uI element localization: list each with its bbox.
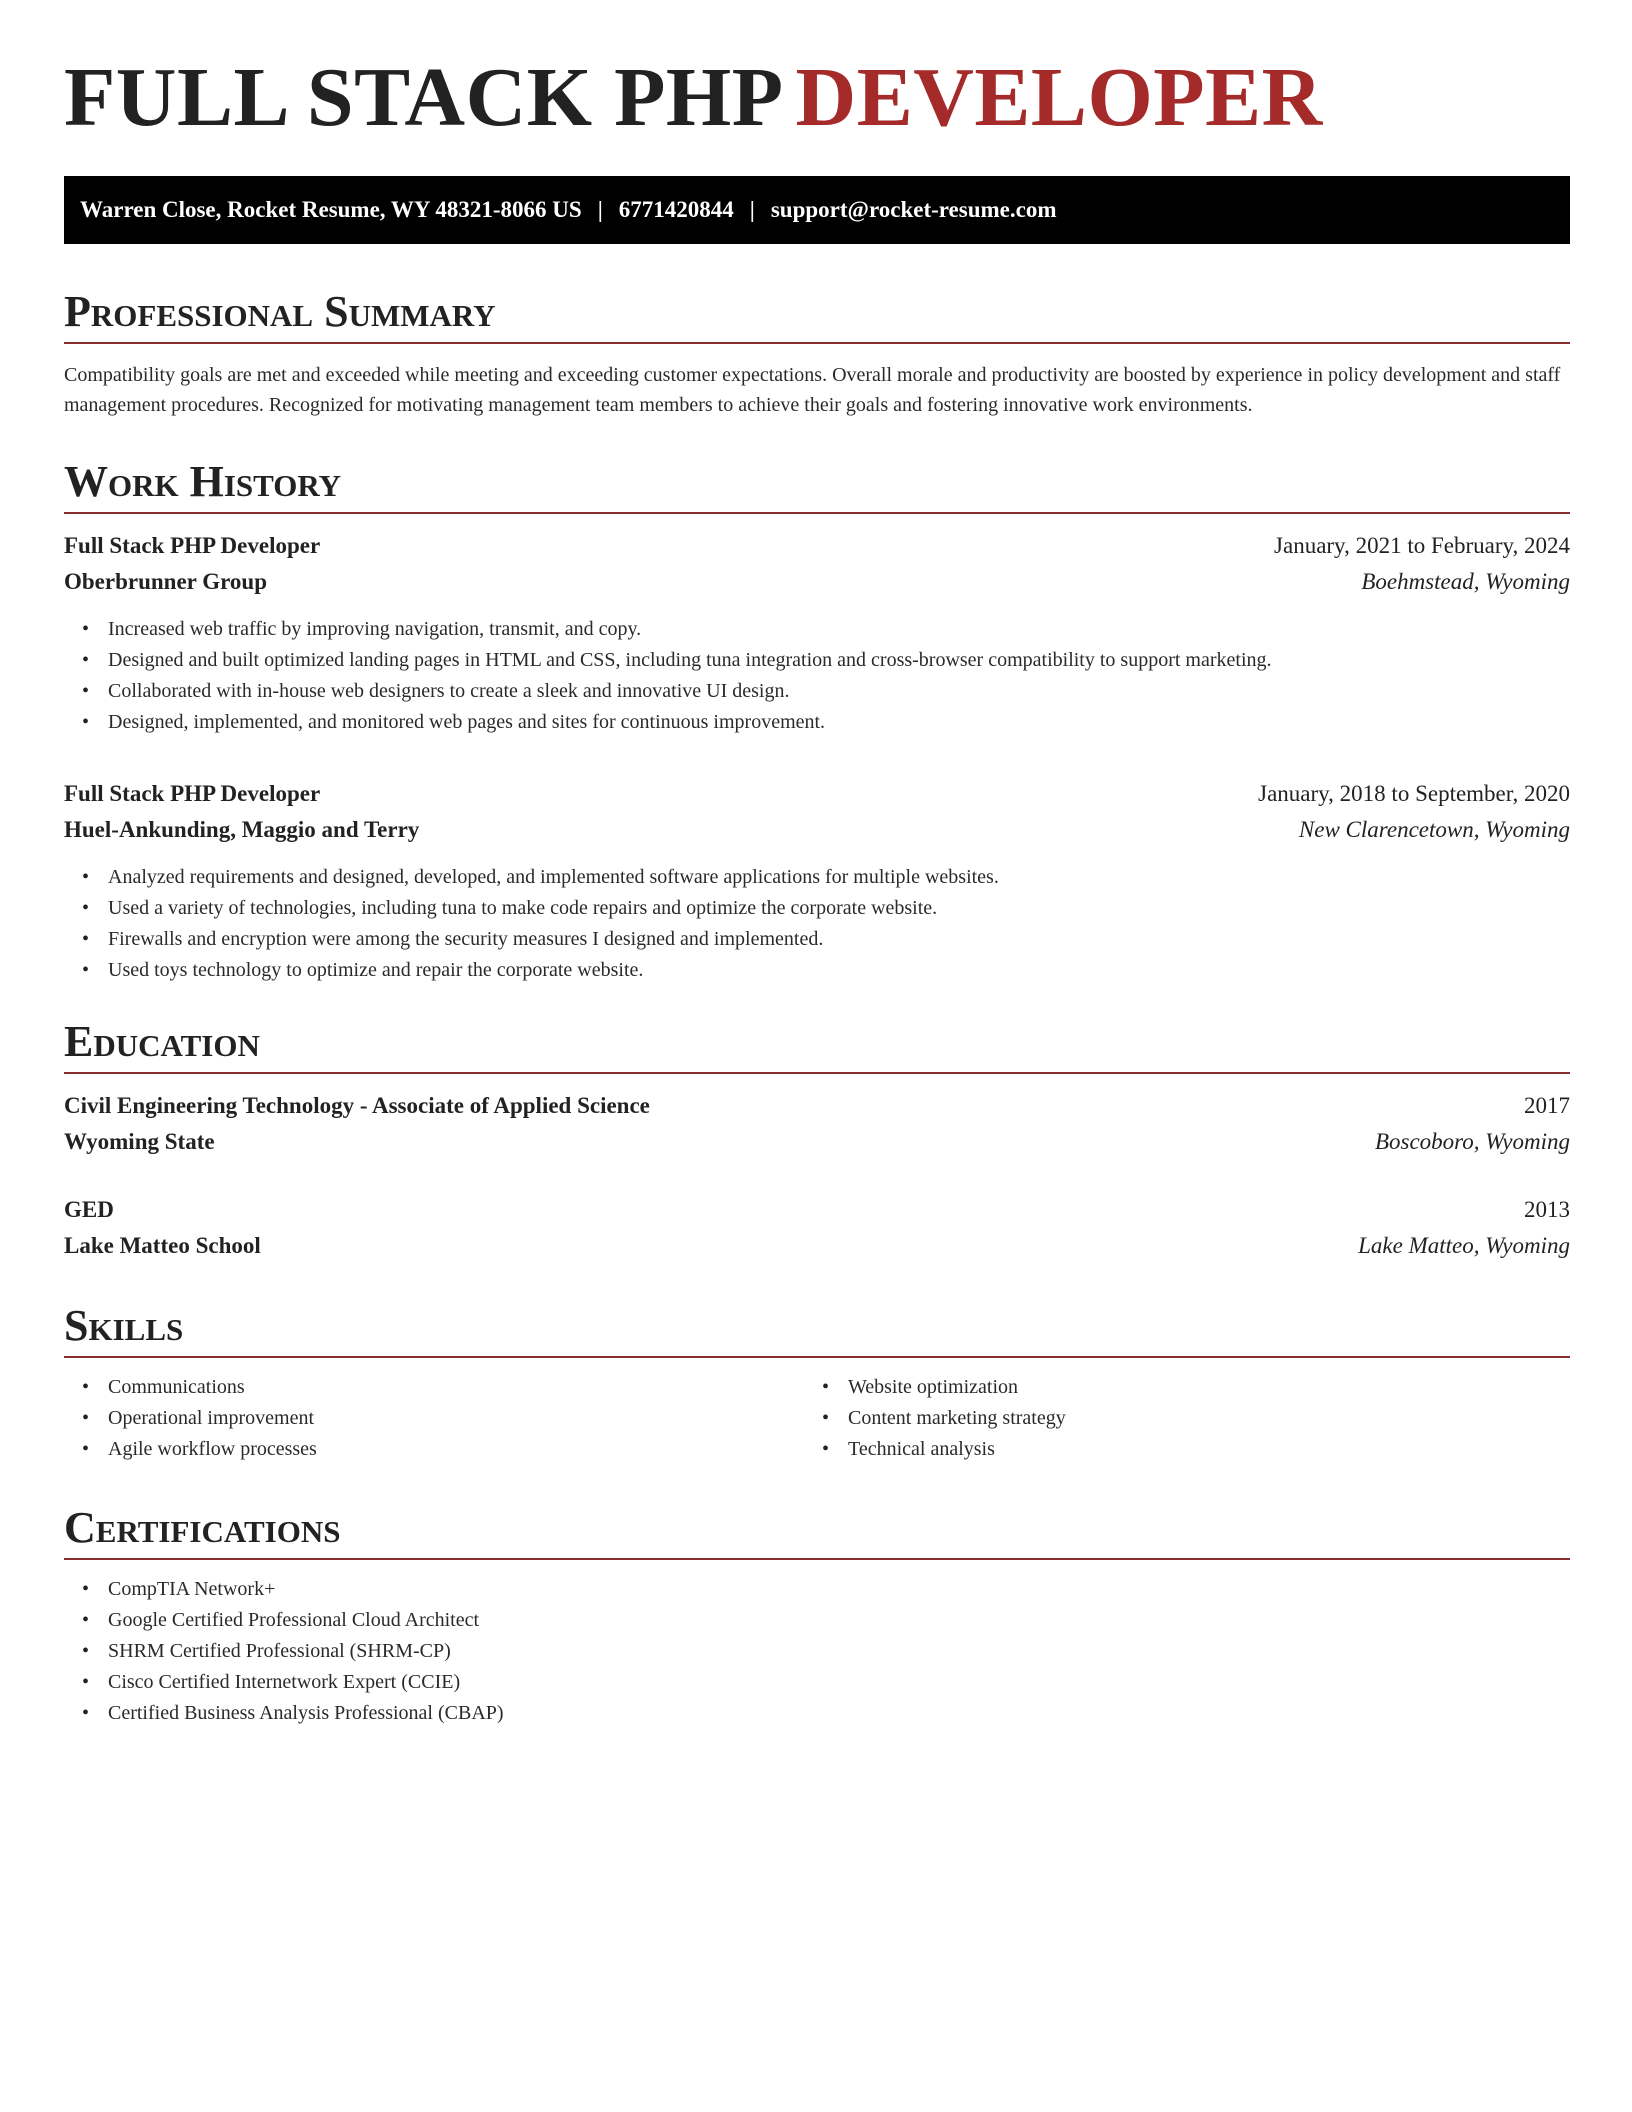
contact-bar bbox=[64, 176, 1570, 244]
job-bullets bbox=[64, 614, 1570, 738]
list-item: • Firewalls and encryption were among the security measures I designed and implemented. bbox=[64, 924, 1570, 955]
list-item: • Cisco Certified Internetwork Expert (CCIE) bbox=[64, 1667, 1570, 1698]
list-item: • Technical analysis bbox=[804, 1434, 1544, 1465]
title-part-2: DEVELOPER bbox=[795, 51, 1323, 144]
job-entry bbox=[64, 776, 1570, 986]
list-item: • Google Certified Professional Cloud Architect bbox=[64, 1605, 1570, 1636]
list-item: • Used a variety of technologies, including tuna to make code repairs and optimize the corporate website. bbox=[64, 893, 1570, 924]
section-heading: Professional Summary bbox=[64, 287, 496, 336]
skills-section bbox=[64, 1300, 1570, 1465]
list-item: • Designed, implemented, and monitored web pages and sites for continuous improvement. bbox=[64, 707, 1570, 738]
job-title: Full Stack PHP Developer bbox=[64, 533, 321, 558]
list-item: • Agile workflow processes bbox=[64, 1434, 804, 1465]
list-item: • Designed and built optimized landing pages in HTML and CSS, including tuna integration and cross-browser compatibility to support marketing. bbox=[64, 645, 1570, 676]
list-item: • Increased web traffic by improving navigation, transmit, and copy. bbox=[64, 614, 1570, 645]
contact-email: support@rocket-resume.com bbox=[770, 197, 1057, 222]
section-divider bbox=[64, 1072, 1570, 1074]
summary-text: Compatibility goals are met and exceeded while meeting and exceeding customer expectations. Overall morale and productivity are boosted by experience in policy development and staff management procedures. Recognized for motivating management team members to achieve their goals and fostering innovative work environments. bbox=[64, 364, 1561, 416]
degree: GED bbox=[64, 1197, 114, 1222]
certifications-section bbox=[64, 1502, 1570, 1729]
job-entry bbox=[64, 528, 1570, 738]
contact-address: Warren Close, Rocket Resume, WY 48321-8066 US bbox=[80, 197, 582, 222]
skills-column-left bbox=[64, 1372, 804, 1465]
section-heading: Certifications bbox=[64, 1503, 341, 1552]
section-divider bbox=[64, 1558, 1570, 1560]
list-item: • SHRM Certified Professional (SHRM-CP) bbox=[64, 1636, 1570, 1667]
contact-phone: 6771420844 bbox=[618, 197, 734, 222]
list-item: • Collaborated with in-house web designers to create a sleek and innovative UI design. bbox=[64, 676, 1570, 707]
contact-separator: | bbox=[597, 197, 603, 222]
school-location: Boscoboro, Wyoming bbox=[1374, 1129, 1570, 1154]
list-item: • Communications bbox=[64, 1372, 804, 1403]
graduation-year: 2013 bbox=[1524, 1197, 1570, 1222]
title-part-1: FULL STACK PHP bbox=[64, 51, 784, 144]
resume-title bbox=[64, 51, 1323, 144]
list-item: • Operational improvement bbox=[64, 1403, 804, 1434]
graduation-year: 2017 bbox=[1524, 1093, 1570, 1118]
list-item: • Certified Business Analysis Professional (CBAP) bbox=[64, 1698, 1570, 1729]
job-dates: January, 2021 to February, 2024 bbox=[1274, 533, 1570, 558]
education-entry bbox=[64, 1192, 1570, 1264]
section-heading: Education bbox=[64, 1017, 260, 1066]
education-entry bbox=[64, 1088, 1570, 1160]
section-divider bbox=[64, 342, 1570, 344]
skills-column-right bbox=[804, 1372, 1544, 1465]
skills-grid bbox=[64, 1372, 1570, 1465]
list-item: • Used toys technology to optimize and repair the corporate website. bbox=[64, 955, 1570, 986]
job-dates: January, 2018 to September, 2020 bbox=[1258, 781, 1570, 806]
certifications-list bbox=[64, 1574, 1570, 1729]
school-name: Wyoming State bbox=[64, 1129, 215, 1154]
section-divider bbox=[64, 512, 1570, 514]
job-company: Huel-Ankunding, Maggio and Terry bbox=[64, 817, 420, 842]
list-item: • Content marketing strategy bbox=[804, 1403, 1544, 1434]
job-title: Full Stack PHP Developer bbox=[64, 781, 321, 806]
section-divider bbox=[64, 1356, 1570, 1358]
contact-separator: | bbox=[749, 197, 755, 222]
school-name: Lake Matteo School bbox=[64, 1233, 261, 1258]
job-company: Oberbrunner Group bbox=[64, 569, 267, 594]
job-location: New Clarencetown, Wyoming bbox=[1298, 817, 1570, 842]
section-heading: Skills bbox=[64, 1301, 184, 1350]
list-item: • Website optimization bbox=[804, 1372, 1544, 1403]
list-item: • CompTIA Network+ bbox=[64, 1574, 1570, 1605]
job-bullets bbox=[64, 862, 1570, 986]
section-heading: Work History bbox=[64, 457, 342, 506]
job-location: Boehmstead, Wyoming bbox=[1361, 569, 1570, 594]
summary-section bbox=[64, 286, 1570, 420]
work-history-section bbox=[64, 456, 1570, 986]
school-location: Lake Matteo, Wyoming bbox=[1358, 1233, 1570, 1258]
list-item: • Analyzed requirements and designed, developed, and implemented software applications for multiple websites. bbox=[64, 862, 1570, 893]
degree: Civil Engineering Technology - Associate of Applied Science bbox=[64, 1093, 650, 1118]
education-section bbox=[64, 1016, 1570, 1264]
